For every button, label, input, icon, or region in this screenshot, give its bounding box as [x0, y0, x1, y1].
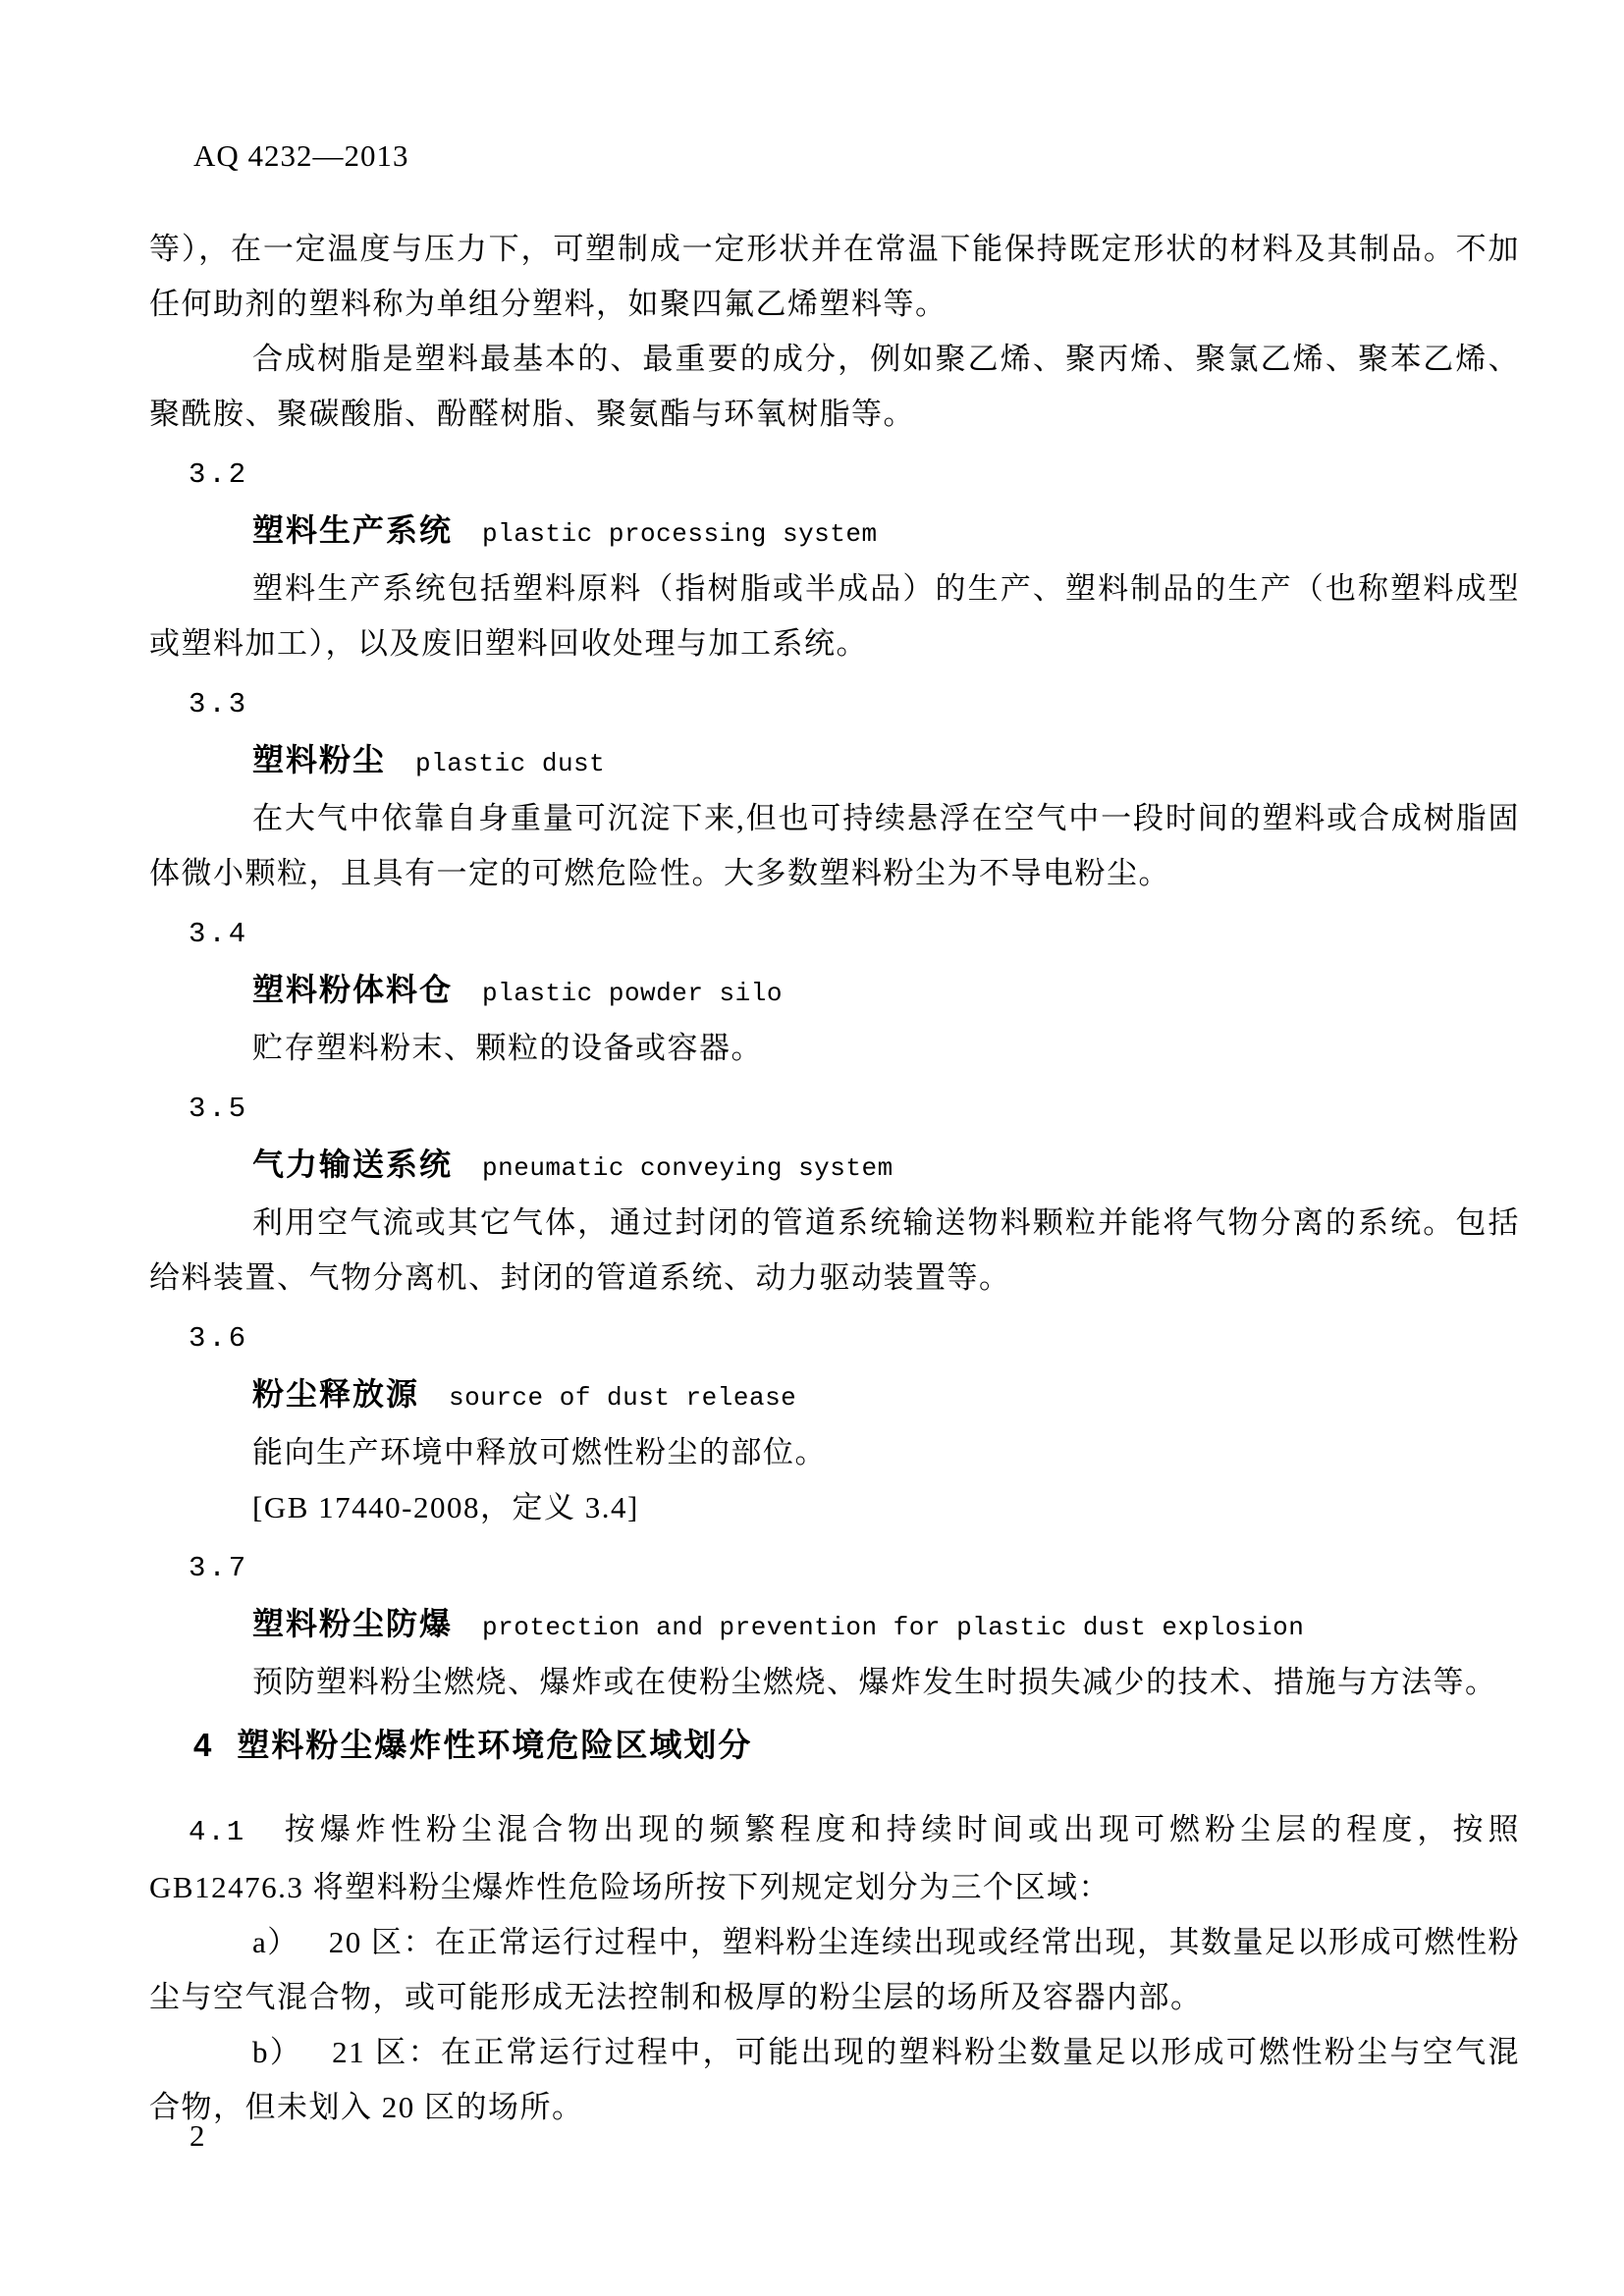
term-number: 3.6 [189, 1322, 249, 1355]
term-definition: 塑料生产系统包括塑料原料（指树脂或半成品）的生产、塑料制品的生产（也称塑料成型或塑料加工），以及废旧塑料回收处理与加工系统。 [149, 571, 1520, 661]
term-title [149, 503, 1520, 561]
term-title-en: plastic dust [415, 749, 606, 778]
zone-item-a-label: a） [252, 1925, 299, 1959]
zone-item-b-text: 21 区：在正常运行过程中，可能出现的塑料粉尘数量足以形成可燃性粉尘与空气混合物，但未划入 20 区的场所。 [149, 2035, 1521, 2124]
page-number: 2 [189, 2118, 205, 2153]
term-title [149, 1137, 1520, 1196]
term-number: 3.2 [189, 458, 249, 491]
term-number: 3.7 [189, 1552, 249, 1584]
term-title-en: protection and prevention for plastic dust explosion [482, 1613, 1305, 1642]
clause-4-1 [149, 1802, 1520, 1915]
intro-paragraph-1: 等），在一定温度与压力下，可塑制成一定形状并在常温下能保持既定形状的材料及其制品。不加任何助剂的塑料称为单组分塑料，如聚四氟乙烯塑料等。 [149, 232, 1520, 321]
term-section-3-4 [149, 907, 1520, 1076]
term-title-zh: 塑料粉尘 [252, 742, 387, 777]
term-source-reference: [GB 17440-2008，定义 3.4] [252, 1490, 639, 1524]
term-title [149, 962, 1520, 1021]
term-section-3-3 [149, 677, 1520, 901]
zone-item-a-text: 20 区：在正常运行过程中，塑料粉尘连续出现或经常出现，其数量足以形成可燃性粉尘与空气混合物，或可能形成无法控制和极厚的粉尘层的场所及容器内部。 [149, 1925, 1521, 2014]
term-section-3-6 [149, 1311, 1520, 1535]
term-title-en: source of dust release [449, 1383, 797, 1413]
term-number: 3.4 [189, 918, 249, 950]
zone-item-b [149, 2025, 1520, 2135]
term-definition: 能向生产环境中释放可燃性粉尘的部位。 [252, 1435, 827, 1469]
term-title-zh: 塑料生产系统 [252, 512, 454, 548]
term-number: 3.5 [189, 1093, 249, 1125]
term-title [149, 1366, 1520, 1425]
term-title-zh: 塑料粉尘防爆 [252, 1606, 454, 1641]
term-section-3-7 [149, 1541, 1520, 1710]
section-4-heading [149, 1718, 1520, 1773]
term-definition: 在大气中依靠自身重量可沉淀下来,但也可持续悬浮在空气中一段时间的塑料或合成树脂固体微小颗粒，且具有一定的可燃危险性。大多数塑料粉尘为不导电粉尘。 [149, 801, 1520, 890]
term-title-zh: 塑料粉体料仓 [252, 972, 454, 1007]
document-body [149, 222, 1520, 2135]
doc-code-header: AQ 4232—2013 [193, 138, 409, 173]
term-definition: 利用空气流或其它气体，通过封闭的管道系统输送物料颗粒并能将气物分离的系统。包括给料装置、气物分离机、封闭的管道系统、动力驱动装置等。 [149, 1205, 1520, 1295]
term-title [149, 732, 1520, 791]
term-title-en: plastic processing system [482, 519, 878, 549]
zone-item-a [149, 1915, 1520, 2025]
term-section-3-2 [149, 448, 1520, 671]
term-title-zh: 气力输送系统 [252, 1147, 454, 1182]
zone-item-b-label: b） [252, 2035, 303, 2069]
section-4-number: 4 [193, 1727, 214, 1763]
clause-4-1-text: 按爆炸性粉尘混合物出现的频繁程度和持续时间或出现可燃粉尘层的程度，按照 GB12476.3 将塑料粉尘爆炸性危险场所按下列规定划分为三个区域： [149, 1812, 1520, 1904]
section-4-title: 塑料粉尘爆炸性环境危险区域划分 [237, 1727, 753, 1763]
term-section-3-5 [149, 1082, 1520, 1306]
term-title-zh: 粉尘释放源 [252, 1376, 420, 1412]
term-title [149, 1596, 1520, 1655]
term-title-en: pneumatic conveying system [482, 1153, 893, 1183]
term-number: 3.3 [189, 688, 249, 721]
term-definition: 预防塑料粉尘燃烧、爆炸或在使粉尘燃烧、爆炸发生时损失减少的技术、措施与方法等。 [252, 1665, 1497, 1699]
clause-4-1-number: 4.1 [189, 1816, 246, 1848]
term-definition: 贮存塑料粉末、颗粒的设备或容器。 [252, 1031, 763, 1065]
intro-paragraph-2: 合成树脂是塑料最基本的、最重要的成分，例如聚乙烯、聚丙烯、聚氯乙烯、聚苯乙烯、聚酰胺、聚碳酸脂、酚醛树脂、聚氨酯与环氧树脂等。 [149, 342, 1520, 431]
term-title-en: plastic powder silo [482, 979, 783, 1008]
